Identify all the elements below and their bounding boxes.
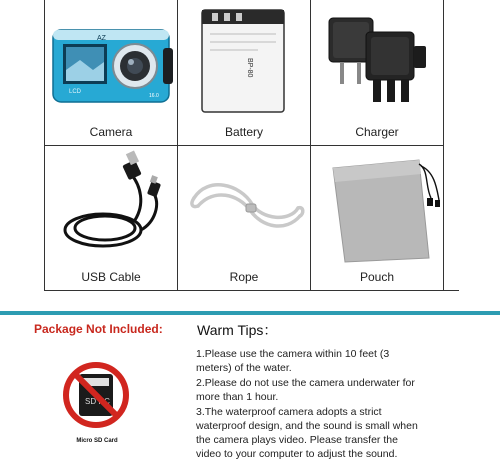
battery-icon xyxy=(178,0,311,118)
item-charger xyxy=(311,0,444,145)
no-sd-card-icon xyxy=(61,360,131,430)
charger-icon xyxy=(311,0,444,118)
warm-tips-list xyxy=(196,347,424,462)
item-label: Rope xyxy=(229,270,259,284)
item-pouch xyxy=(311,145,444,290)
item-label: Battery xyxy=(224,125,263,139)
tip-item: 1.Please use the camera within 10 feet (3 meters) of the water. xyxy=(196,348,390,374)
tip-item: 2.Please do not use the camera underwater for more than 1 hour. xyxy=(196,377,415,403)
camera-badge: 16.0 xyxy=(149,93,159,99)
item-label: USB Cable xyxy=(81,270,141,284)
item-rope xyxy=(178,145,311,290)
rope-icon xyxy=(178,146,311,264)
pouch-icon xyxy=(311,146,444,264)
item-label: Pouch xyxy=(359,270,395,284)
item-battery xyxy=(178,0,311,145)
item-usb-cable xyxy=(45,145,178,290)
camera-brand: AZ xyxy=(97,35,106,42)
sd-card-print: SD HC xyxy=(85,397,110,406)
no-sd-card-caption: Micro SD Card xyxy=(76,438,118,444)
item-label: Charger xyxy=(355,125,399,139)
warm-tips-title: Warm Tips： xyxy=(197,322,278,338)
tip-item: 3.The waterproof camera adopts a strict waterproof design, and the sound is small when the camera plays video. Please transfer the video to your computer to adjust the sound. xyxy=(196,406,418,460)
section-divider xyxy=(0,311,500,315)
camera-icon xyxy=(45,0,178,118)
item-camera xyxy=(45,0,178,145)
item-label: Camera xyxy=(89,125,133,139)
package-contents-grid xyxy=(44,0,459,291)
usb-cable-icon xyxy=(45,146,178,264)
camera-lcd-label: LCD xyxy=(69,89,82,95)
package-not-included-title: Package Not Included: xyxy=(34,322,163,336)
battery-print: BP-80 xyxy=(246,58,253,78)
